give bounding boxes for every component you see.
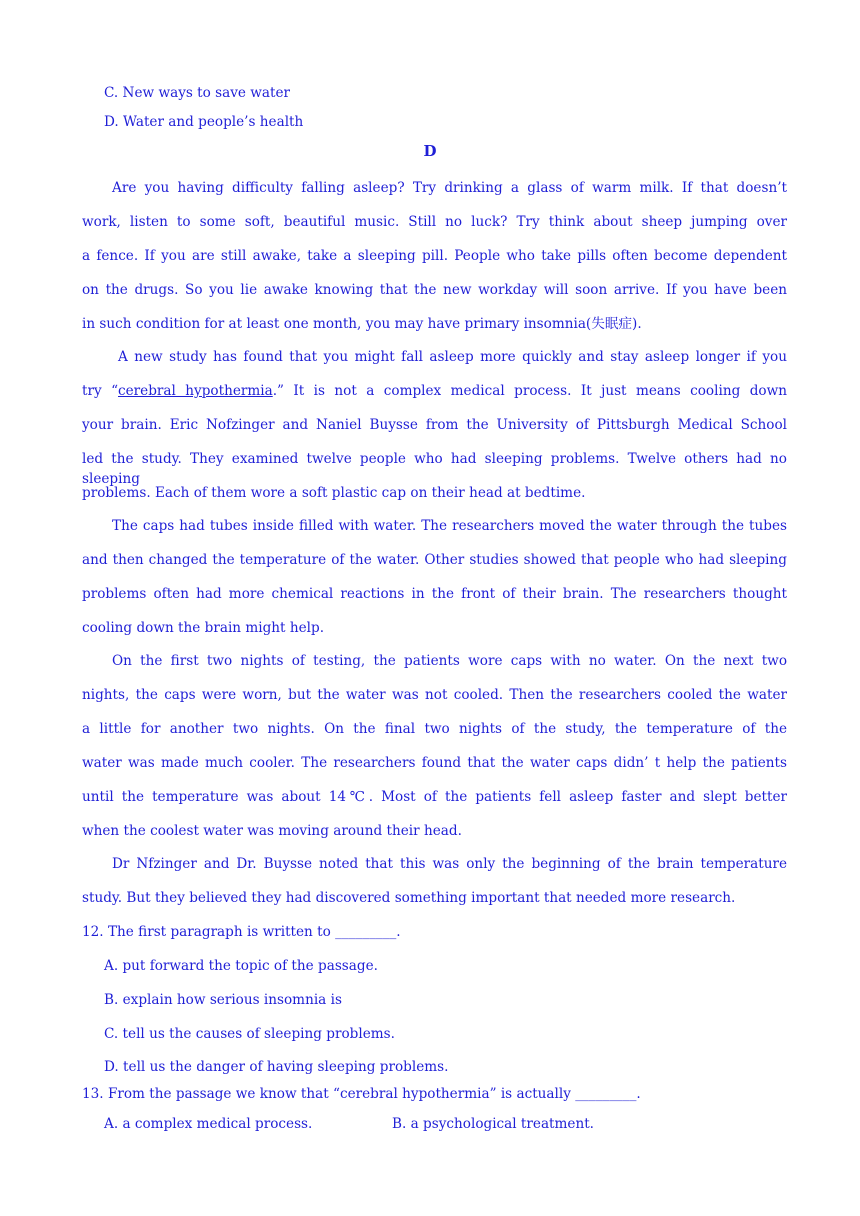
question-12-option-d: D. tell us the danger of having sleeping problems.: [104, 1059, 449, 1075]
passage-p1-line: Are you having difficulty falling asleep? Try drinking a glass of warm milk. If that doesn’t: [112, 180, 787, 196]
passage-p2-line: [82, 381, 787, 401]
passage-p3-line: The caps had tubes inside filled with water. The researchers moved the water through the tubes: [112, 518, 787, 534]
cerebral-hypothermia-term: cerebral hypothermia: [118, 383, 273, 399]
passage-p1-line: a fence. If you are still awake, take a sleeping pill. People who take pills often become dependent: [82, 248, 787, 264]
passage-p4-line: when the coolest water was moving around their head.: [82, 823, 462, 839]
question-13-options-row: [104, 1114, 594, 1134]
passage-p1-line: in such condition for at least one month, you may have primary insomnia(失眠症).: [82, 316, 642, 332]
passage-p2-line: your brain. Eric Nofzinger and Naniel Buysse from the University of Pittsburgh Medical School: [82, 417, 787, 433]
passage-p4-line: nights, the caps were worn, but the water was not cooled. Then the researchers cooled the water: [82, 687, 787, 703]
passage-p5-line: study. But they believed they had discovered something important that needed more research.: [82, 890, 736, 906]
passage-p2-line: led the study. They examined twelve people who had sleeping problems. Twelve others had no sleeping: [82, 451, 787, 487]
passage-p3-line: and then changed the temperature of the water. Other studies showed that people who had sleeping: [82, 552, 787, 568]
passage-p2-line: problems. Each of them wore a soft plastic cap on their head at bedtime.: [82, 485, 586, 501]
passage-p3-line: cooling down the brain might help.: [82, 620, 325, 636]
passage-p5-line: Dr Nfzinger and Dr. Buysse noted that this was only the beginning of the brain temperature: [112, 856, 787, 872]
passage-p3-line: problems often had more chemical reactions in the front of their brain. The researchers thought: [82, 586, 787, 602]
quote-open: try “: [82, 383, 119, 399]
passage-p4-line: On the first two nights of testing, the patients wore caps with no water. On the next two: [112, 653, 787, 669]
question-12-option-c: C. tell us the causes of sleeping problems.: [104, 1026, 395, 1042]
question-13-stem: 13. From the passage we know that “cerebral hypothermia” is actually _________.: [82, 1086, 641, 1102]
prev-option-c: C. New ways to save water: [104, 85, 291, 101]
passage-p4-line: a little for another two nights. On the final two nights of the study, the temperature of the: [82, 721, 787, 737]
prev-option-d: D. Water and people’s health: [104, 114, 304, 130]
question-13-option-b: B. a psychological treatment.: [392, 1116, 594, 1132]
question-12-stem: 12. The first paragraph is written to _________.: [82, 924, 401, 940]
question-12-option-b: B. explain how serious insomnia is: [104, 992, 342, 1008]
section-heading: D: [423, 142, 437, 160]
question-12-option-a: A. put forward the topic of the passage.: [104, 958, 378, 974]
passage-p4-line: until the temperature was about 14℃. Most of the patients fell asleep faster and slept better: [82, 789, 787, 805]
passage-p2-line: A new study has found that you might fall asleep more quickly and stay asleep longer if you: [118, 349, 787, 365]
passage-p1-line: on the drugs. So you lie awake knowing that the new workday will soon arrive. If you have been: [82, 282, 787, 298]
passage-p1-line: work, listen to some soft, beautiful music. Still no luck? Try think about sheep jumping over: [82, 214, 787, 230]
quote-close: .” It is not a complex medical process. It just means cooling down: [272, 383, 787, 399]
question-13-option-a: A. a complex medical process.: [104, 1116, 313, 1132]
passage-p4-line: water was made much cooler. The researchers found that the water caps didn’ t help the patients: [82, 755, 787, 771]
